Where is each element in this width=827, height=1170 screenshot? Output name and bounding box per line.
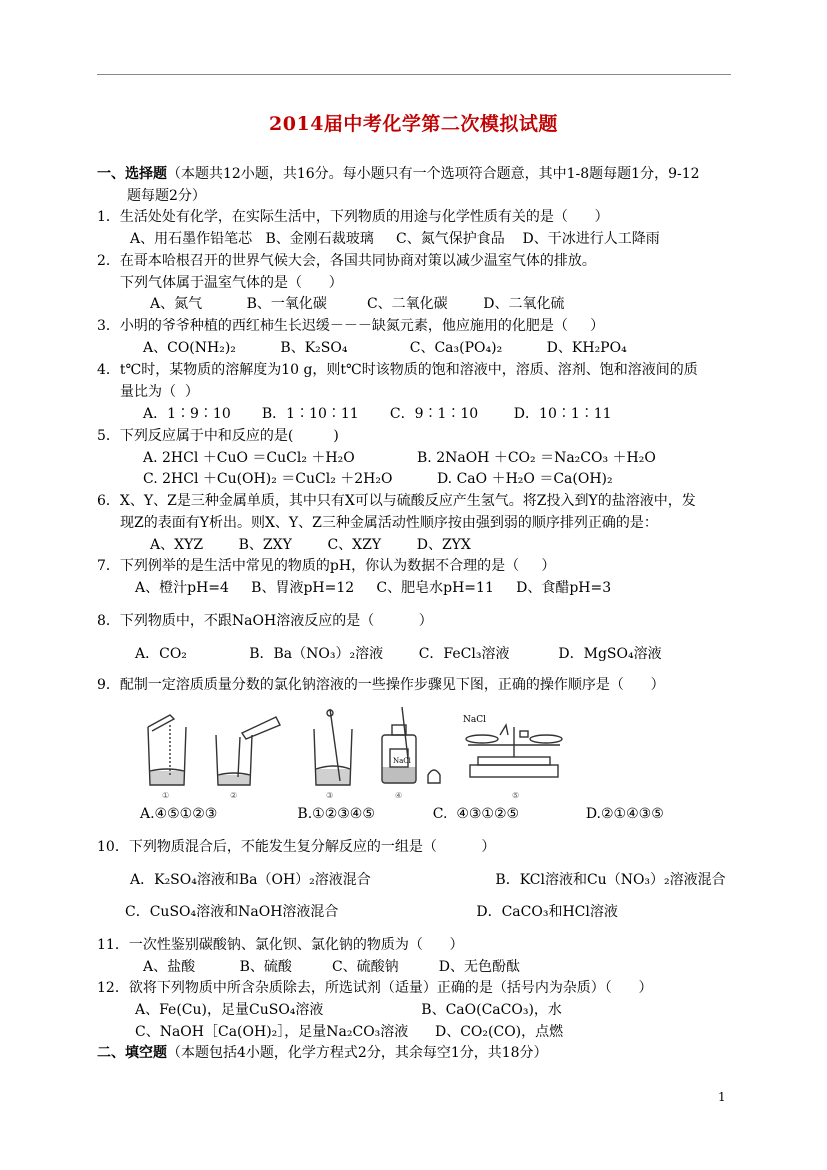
text-line: 8．下列物质中，不跟NaOH溶液反应的是（ ） (97, 613, 433, 629)
procedure-figure (140, 705, 710, 800)
text-line: A、橙汁pH=4 B、胃液pH=12 C、肥皂水pH=11 D、食醋pH=3 (135, 580, 612, 596)
header-rule (97, 74, 731, 75)
text-line: A．K₂SO₄溶液和Ba（OH）₂溶液混合 B．KCl溶液和Cu（NO₃）₂溶液混合 (130, 872, 726, 888)
text-line: 3．小明的爷爷种植的西红柿生长迟缓－－－缺氮元素，他应施用的化肥是（ ） (97, 318, 605, 334)
text-line: 10．下列物质混合后，不能发生复分解反应的一组是（ ） (97, 839, 496, 855)
step-mark-5: ⑤ (512, 791, 520, 800)
nacl-label-bottle: NaCl (393, 757, 411, 765)
text-line: 一、选择题（本题共12小题，共16分。每小题只有一个选项符合题意，其中1-8题每题1分，9-12 (97, 166, 700, 182)
text-line: A、氮气 B、一氧化碳 C、二氧化碳 D、二氧化硫 (150, 296, 565, 312)
text-line: 下列气体属于温室气体的是（ ） (120, 275, 343, 291)
page-number: 1 (718, 1090, 726, 1104)
step-mark-4: ④ (395, 791, 403, 800)
text-line: A.④⑤①②③ B.①②③④⑤ C. ④③①②⑤ D.②①④③⑤ (140, 806, 664, 822)
text-line: A、盐酸 B、硫酸 C、硫酸钠 D、无色酚酞 (143, 959, 520, 975)
text-line: 7．下列例举的是生活中常见的物质的pH，你认为数据不合理的是（ ） (97, 558, 556, 574)
page-title: 2014届中考化学第二次模拟试题 (269, 113, 558, 135)
nacl-label-balance: NaCl (463, 715, 487, 725)
text-line: 6．X、Y、Z是三种金属单质，其中只有X可以与硫酸反应产生氢气。将Z投入到Y的盐溶液中，发 (97, 493, 696, 509)
text-line: 二、填空题（本题包括4小题，化学方程式2分，其余每空1分，共18分） (97, 1045, 548, 1061)
text-line: A、XYZ B、ZXY C、XZY D、ZYX (150, 537, 471, 553)
text-line: A. 2HCl ＋CuO ＝CuCl₂ ＋H₂O B. 2NaOH ＋CO₂ ＝Na₂CO₃ ＋H₂O (143, 450, 656, 466)
text-line: A、Fe(Cu)，足量CuSO₄溶液 B、CaO(CaCO₃)，水 (135, 1002, 562, 1018)
text-line: 现Z的表面有Y析出。则X、Y、Z三种金属活动性顺序按由强到弱的顺序排列正确的是： (120, 515, 658, 531)
text-line: 1．生活处处有化学，在实际生活中，下列物质的用途与化学性质有关的是（ ） (97, 209, 609, 225)
text-line: 4．t℃时，某物质的溶解度为10 g，则t℃时该物质的饱和溶液中，溶质、溶剂、饱和溶液间的质 (97, 362, 698, 378)
step-mark-3: ③ (326, 791, 334, 800)
text-line: A、用石墨作铅笔芯 B、金刚石裁玻璃 C、氮气保护食品 D、干冰进行人工降雨 (130, 231, 660, 247)
text-line: 量比为（ ） (120, 384, 199, 400)
step-mark-1: ① (162, 791, 170, 800)
text-line: 2．在哥本哈根召开的世界气候大会，各国共同协商对策以减少温室气体的排放。 (97, 253, 596, 269)
text-line: 11．一次性鉴别碳酸钠、氯化钡、氯化钠的物质为（ ） (97, 937, 464, 953)
text-line: C．CuSO₄溶液和NaOH溶液混合 D．CaCO₃和HCl溶液 (125, 904, 618, 920)
text-line: A．1∶9∶10 B．1∶10∶11 C．9∶1∶10 D．10∶1∶11 (143, 406, 612, 422)
text-line: A、CO(NH₂)₂ B、K₂SO₄ C、Ca₃(PO₄)₂ D、KH₂PO₄ (143, 340, 627, 356)
step-5-balance-icon (466, 725, 562, 777)
text-line: 题每题2分） (127, 188, 206, 204)
step-mark-2: ② (230, 791, 238, 800)
text-line: A．CO₂ B．Ba（NO₃）₂溶液 C．FeCl₃溶液 D．MgSO₄溶液 (135, 646, 662, 662)
step-2-pouring-icon (216, 717, 280, 785)
text-line: C. 2HCl ＋Cu(OH)₂ ＝CuCl₂ ＋2H₂O D. CaO ＋H₂O ＝Ca(OH)₂ (143, 471, 613, 487)
text-line: 9．配制一定溶质质量分数的氯化钠溶液的一些操作步骤见下图，正确的操作顺序是（ ） (97, 677, 665, 693)
text-line: C、NaOH［Ca(OH)₂］，足量Na₂CO₃溶液 D、CO₂(CO)，点燃 (135, 1024, 564, 1040)
text-line: 12．欲将下列物质中所含杂质除去，所选试剂（适量）正确的是（括号内为杂质）（ ） (97, 980, 653, 996)
text-line: 5．下列反应属于中和反应的是( ) (97, 428, 339, 444)
